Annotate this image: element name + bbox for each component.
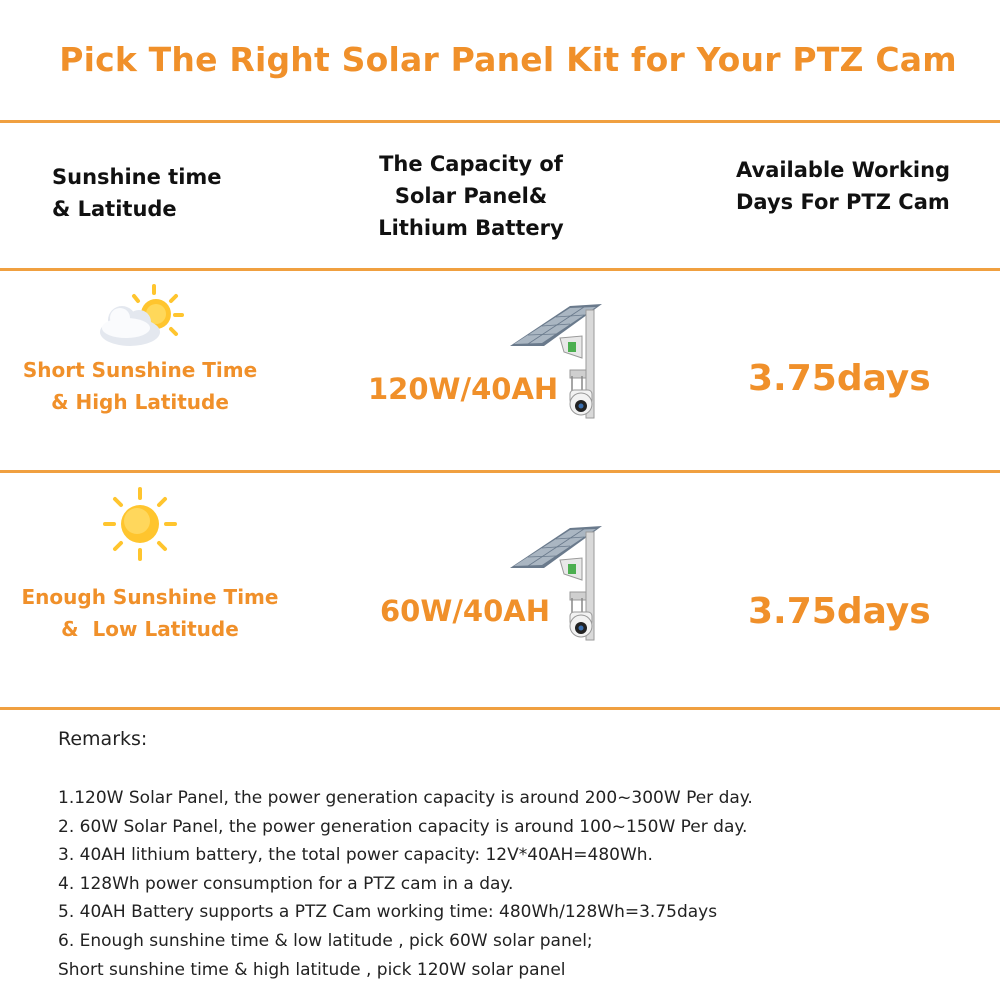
row1-condition-line2: & High Latitude xyxy=(51,390,229,414)
remark-item: Short sunshine time & high latitude , pick 120W solar panel xyxy=(58,959,566,980)
header-sunshine-latitude xyxy=(52,161,222,225)
header-working-days xyxy=(736,154,950,218)
row2-capacity: 60W/40AH xyxy=(380,594,551,628)
remark-item: 5. 40AH Battery supports a PTZ Cam working time: 480Wh/128Wh=3.75days xyxy=(58,902,718,923)
solar-panel-camera-icon xyxy=(508,300,608,424)
header-col3-line2: Days For PTZ Cam xyxy=(736,190,950,214)
row1-days: 3.75days xyxy=(748,358,931,399)
remark-item: 4. 128Wh power consumption for a PTZ cam in a day. xyxy=(58,873,514,894)
solar-panel-camera-icon xyxy=(508,522,608,646)
remarks-title: Remarks: xyxy=(58,728,148,750)
remark-item: 6. Enough sunshine time & low latitude , pick 60W solar panel; xyxy=(58,930,593,951)
row2-condition-line1: Enough Sunshine Time xyxy=(21,585,279,609)
header-col3-line1: Available Working xyxy=(736,158,951,182)
row2-condition-line2: & Low Latitude xyxy=(61,617,239,641)
row2-condition xyxy=(10,581,290,645)
divider-row1 xyxy=(0,470,1000,473)
row1-condition xyxy=(0,354,280,418)
remark-item: 2. 60W Solar Panel, the power generation capacity is around 100~150W Per day. xyxy=(58,816,748,837)
row1-capacity: 120W/40AH xyxy=(368,372,559,406)
remarks-list xyxy=(58,784,988,984)
divider-row2 xyxy=(0,707,1000,710)
sun-icon xyxy=(102,486,178,566)
header-col1-line1: Sunshine time xyxy=(52,165,222,189)
header-col2-line3: Lithium Battery xyxy=(378,216,564,240)
header-col2-line1: The Capacity of xyxy=(379,152,563,176)
page-title: Pick The Right Solar Panel Kit for Your PTZ Cam xyxy=(59,40,957,79)
divider-top xyxy=(0,120,1000,123)
row1-condition-line1: Short Sunshine Time xyxy=(22,358,258,382)
remark-item: 3. 40AH lithium battery, the total power capacity: 12V*40AH=480Wh. xyxy=(58,845,653,866)
remarks-section xyxy=(58,728,988,984)
header-col1-line2: & Latitude xyxy=(52,197,177,221)
header-col2-line2: Solar Panel& xyxy=(394,184,548,208)
remark-item: 1.120W Solar Panel, the power generation capacity is around 200~300W Per day. xyxy=(58,788,753,808)
divider-header xyxy=(0,268,1000,271)
row2-days: 3.75days xyxy=(748,591,931,632)
header-capacity xyxy=(360,148,582,244)
sun-behind-cloud-icon xyxy=(92,282,192,356)
